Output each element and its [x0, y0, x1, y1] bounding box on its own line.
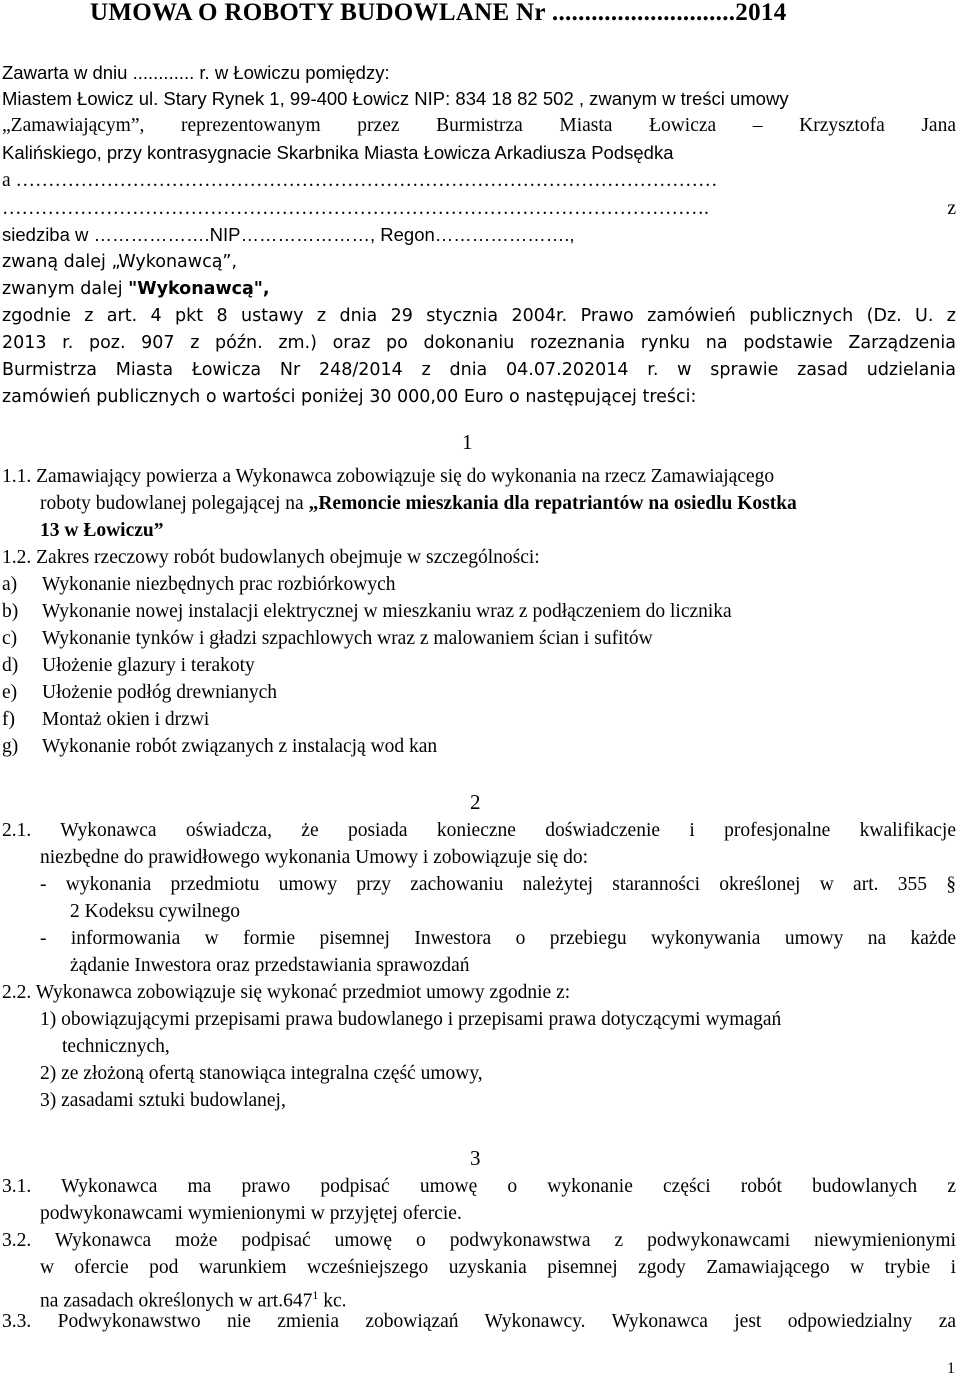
paragraph-line: [2, 545, 956, 571]
paragraph-text: Zakres rzeczowy robót budowlanych obejmuje w szczególności:: [36, 547, 540, 568]
list-item-letter: e): [2, 682, 18, 703]
list-item-text: Wykonanie nowej instalacji elektrycznej w mieszkaniu wraz z podłączeniem do licznika: [42, 601, 732, 622]
paragraph-line: 1) obowiązującymi przepisami prawa budowlanego i przepisami prawa dotyczącymi wymagań: [40, 1009, 782, 1030]
contractor-name-blank: a ………………………………………………………………………………………………: [2, 170, 718, 191]
list-item-letter: a): [2, 574, 18, 595]
list-item: [2, 572, 956, 598]
paragraph-line: 3) zasadami sztuki budowlanej,: [40, 1090, 286, 1111]
list-item-text: Montaż okien i drzwi: [42, 709, 210, 730]
list-item-text: Wykonanie niezbędnych prac rozbiórkowych: [42, 574, 396, 595]
intro-line: zamówień publicznych o wartości poniżej 30 000,00 Euro o następującej treści:: [2, 387, 697, 407]
contractor-name-blank: ………………………………………………………………………………………………. z: [2, 198, 956, 219]
paragraph-number: 2.1.: [2, 820, 32, 841]
list-item-letter: b): [2, 601, 19, 622]
paragraph-text: Zamawiający powierza a Wykonawca zobowiązuje się do wykonania na rzecz Zamawiającego: [36, 466, 775, 487]
intro-line: 2013 r. poz. 907 z późn. zm.) oraz po dokonaniu rozeznania rynku na podstawie Zarządzenia: [2, 333, 956, 353]
intro-text: zwanym dalej: [2, 279, 129, 299]
paragraph-line: - informowania w formie pisemnej Inwestora o przebiegu wykonywania umowy na każde: [40, 928, 956, 949]
paragraph-line: [2, 1174, 956, 1200]
intro-line: Zawarta w dniu ............ r. w Łowiczu pomiędzy:: [2, 62, 390, 83]
paragraph-text: Wykonawca oświadcza, że posiada konieczne doświadczenie i profesjonalne kwalifikacje: [60, 820, 956, 841]
contractor-details-blank: siedziba w ……………….NIP…………………, Regon………………….,: [2, 224, 575, 245]
section-heading-2: 2: [470, 790, 481, 814]
paragraph-number: 3.2.: [2, 1230, 32, 1251]
section-heading-1: 1: [462, 430, 473, 454]
paragraph-text: Podwykonawstwo nie zmienia zobowiązań Wykonawcy. Wykonawca jest odpowiedzialny za: [57, 1311, 957, 1332]
list-item: [2, 599, 956, 625]
contractor-term: "Wykonawcą",: [128, 279, 270, 299]
section-heading-3: 3: [470, 1146, 481, 1170]
list-item-letter: c): [2, 628, 18, 649]
paragraph-line: technicznych,: [62, 1036, 170, 1057]
list-item-letter: g): [2, 736, 19, 757]
paragraph-text: na zasadach określonych w art.647: [40, 1290, 313, 1312]
intro-line: „Zamawiającym”, reprezentowanym przez Burmistrza Miasta Łowicza – Krzysztofa Jana: [2, 115, 956, 136]
list-item: [2, 626, 956, 652]
intro-line: zwaną dalej „Wykonawcą”,: [2, 252, 238, 272]
paragraph-line: [2, 464, 956, 490]
paragraph-text: Wykonawca ma prawo podpisać umowę o wykonanie części robót budowlanych z: [61, 1176, 956, 1197]
paragraph-line: 2 Kodeksu cywilnego: [70, 901, 241, 922]
list-item-text: Wykonanie robót związanych z instalacją wod kan: [42, 736, 438, 757]
paragraph-text: roboty budowlanej polegającej na: [40, 493, 309, 514]
list-item: [2, 653, 956, 679]
list-item-text: Ułożenie glazury i terakoty: [42, 655, 255, 676]
contract-title: UMOWA O ROBOTY BUDOWLANE Nr ............................2014: [90, 0, 787, 26]
list-item-letter: f): [2, 709, 15, 730]
paragraph-line: [2, 1309, 956, 1335]
intro-line: [2, 276, 956, 302]
paragraph-text: Wykonawca zobowiązuje się wykonać przedmiot umowy zgodnie z:: [35, 982, 571, 1003]
list-item-letter: d): [2, 655, 19, 676]
paragraph-line: podwykonawcami wymienionymi w przyjętej ofercie.: [40, 1203, 462, 1224]
paragraph-number: 3.1.: [2, 1176, 32, 1197]
paragraph-number: 1.1.: [2, 466, 32, 487]
paragraph-text: Wykonawca może podpisać umowę o podwykonawstwa z podwykonawcami niewymienionymi: [54, 1230, 956, 1251]
list-item: [2, 734, 956, 760]
intro-line: Miastem Łowicz ul. Stary Rynek 1, 99-400 Łowicz NIP: 834 18 82 502 , zwanym w treści umowy: [2, 88, 789, 109]
paragraph-line: - wykonania przedmiotu umowy przy zachowaniu należytej staranności określonej w art. 355 §: [40, 874, 956, 895]
paragraph-number: 3.3.: [2, 1311, 32, 1332]
project-name: „Remoncie mieszkania dla repatriantów na osiedlu Kostka: [308, 493, 797, 514]
paragraph-line: w ofercie pod warunkiem wcześniejszego uzyskania pisemnej zgody Zamawiającego w trybie i: [40, 1257, 956, 1278]
paragraph-line: [40, 518, 956, 544]
paragraph-line: [2, 980, 956, 1006]
list-item-text: Ułożenie podłóg drewnianych: [42, 682, 278, 703]
paragraph-line: 2) ze złożoną ofertą stanowiąca integralna część umowy,: [40, 1063, 483, 1084]
list-item-text: Wykonanie tynków i gładzi szpachlowych wraz z malowaniem ścian i sufitów: [42, 628, 653, 649]
superscript: 1: [312, 1288, 319, 1302]
project-name: 13 w Łowiczu”: [40, 520, 164, 541]
paragraph-number: 1.2.: [2, 547, 32, 568]
paragraph-line: niezbędne do prawidłowego wykonania Umowy i zobowiązuje się do:: [40, 847, 589, 868]
intro-line: Kalińskiego, przy kontrasygnacie Skarbnika Miasta Łowicza Arkadiusza Podsędka: [2, 142, 674, 163]
intro-line: zgodnie z art. 4 pkt 8 ustawy z dnia 29 stycznia 2004r. Prawo zamówień publicznych (Dz. U. z: [2, 306, 956, 326]
paragraph-text: kc.: [318, 1290, 347, 1312]
paragraph-line: [40, 491, 956, 517]
intro-line: Burmistrza Miasta Łowicza Nr 248/2014 z dnia 04.07.202014 r. w sprawie zasad udzielania: [2, 360, 956, 380]
list-item: [2, 707, 956, 733]
paragraph-line: [2, 818, 956, 844]
paragraph-number: 2.2.: [2, 982, 32, 1003]
list-item: [2, 680, 956, 706]
paragraph-line: żądanie Inwestora oraz przedstawiania sprawozdań: [70, 955, 470, 976]
paragraph-line: [2, 1228, 956, 1254]
page-number: 1: [947, 1360, 955, 1377]
